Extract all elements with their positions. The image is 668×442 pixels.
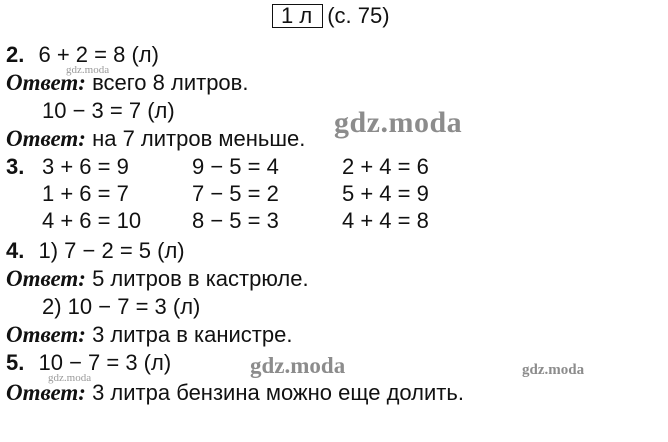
page-header bbox=[272, 4, 390, 28]
task4-answer2-text: 3 литра в канистре. bbox=[92, 322, 293, 347]
task2-line1 bbox=[6, 42, 159, 68]
task2-number: 2. bbox=[6, 42, 25, 67]
task3-r1c1: 3 + 6 = 9 bbox=[42, 154, 129, 179]
task4-equation2: 2) 10 − 7 = 3 (л) bbox=[42, 294, 201, 319]
task3-r2c1: 1 + 6 = 7 bbox=[42, 181, 129, 206]
task5-line1 bbox=[6, 350, 171, 376]
page-reference: (с. 75) bbox=[327, 3, 390, 28]
task3-r3c3: 4 + 4 = 8 bbox=[342, 208, 429, 233]
task3-number: 3. bbox=[6, 154, 25, 179]
task4-answer2 bbox=[6, 322, 292, 348]
task2-equation1: 6 + 2 = 8 (л) bbox=[38, 42, 159, 67]
watermark-middle: gdz.moda bbox=[250, 353, 346, 378]
answer-label: Ответ: bbox=[6, 266, 86, 291]
task3-r2c3: 5 + 4 = 9 bbox=[342, 181, 429, 206]
task3-r3c1: 4 + 6 = 10 bbox=[42, 208, 142, 233]
answer-label: Ответ: bbox=[6, 322, 86, 347]
task3-r1c3: 2 + 4 = 6 bbox=[342, 154, 429, 179]
task3-number-label bbox=[6, 154, 24, 180]
task3-r1c2: 9 − 5 = 4 bbox=[192, 154, 279, 179]
task2-equation2: 10 − 3 = 7 (л) bbox=[42, 98, 175, 123]
task5-equation1: 10 − 7 = 3 (л) bbox=[38, 350, 172, 375]
task4-line1 bbox=[6, 238, 185, 264]
watermark-large: gdz.moda bbox=[334, 106, 463, 139]
task3-r3c2: 8 − 5 = 3 bbox=[192, 208, 279, 233]
task4-answer1-text: 5 литров в кастрюле. bbox=[92, 266, 309, 291]
volume-unit-box: 1 л bbox=[272, 4, 323, 28]
task4-equation1: 1) 7 − 2 = 5 (л) bbox=[38, 238, 185, 263]
task3-r2c2: 7 − 5 = 2 bbox=[192, 181, 279, 206]
answer-label: Ответ: bbox=[6, 126, 86, 151]
task2-answer1 bbox=[6, 70, 248, 96]
task5-answer1-text: 3 литра бензина можно еще долить. bbox=[92, 380, 464, 405]
watermark-small-top: gdz.moda bbox=[66, 64, 110, 76]
task5-number: 5. bbox=[6, 350, 25, 375]
task5-answer1 bbox=[6, 380, 464, 406]
watermark-right: gdz.moda bbox=[522, 362, 585, 378]
task4-answer1 bbox=[6, 266, 309, 292]
watermark-small-bottom: gdz.moda bbox=[48, 372, 92, 384]
answer-label: Ответ: bbox=[6, 70, 86, 95]
answer-label: Ответ: bbox=[6, 380, 86, 405]
task2-answer1-text: всего 8 литров. bbox=[92, 70, 249, 95]
task2-answer2 bbox=[6, 126, 305, 152]
task2-answer2-text: на 7 литров меньше. bbox=[92, 126, 306, 151]
task4-number: 4. bbox=[6, 238, 25, 263]
